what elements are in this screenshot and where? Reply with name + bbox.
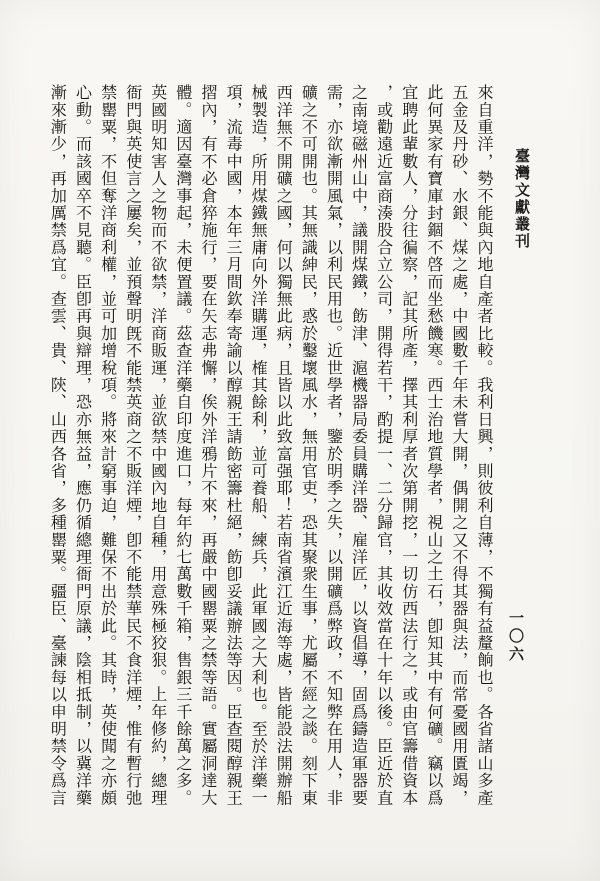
text-column: 體。適因臺灣事起，未便置議。茲查洋藥自印度進口，每年約七萬數千箱，售銀三千餘萬之多。: [173, 84, 191, 807]
text-column: 衙門與英使言之屢矣，並預聲明旣不能禁英商之不販洋煙，卽不能禁華民不食洋煙，惟有暫行弛: [123, 84, 141, 807]
vertical-text-block: [44, 84, 496, 856]
series-running-title: 臺灣文獻叢刊: [513, 148, 529, 250]
folio-page-number: 一〇六: [507, 610, 523, 664]
text-column: 之南境磁州山中，議開煤鐵，飭津、滬機器局委員購洋器、雇洋匠，以資倡導，固爲鑄造軍器要: [349, 84, 367, 807]
text-column: 禁罌粟，不但奪洋商利權，並可加增稅項。將來計窮事迫，難保不出於此。其時，英使聞之亦頗: [98, 84, 116, 807]
text-column: 西洋無不開礦之國，何以獨無此病，且皆以此致富强耶！若南省濱江近海等處，皆能設法開辦船: [274, 84, 292, 807]
text-column: 五金及丹砂、水銀、煤之處，中國數千年未嘗大開，偶開之又不得其器與法，而常憂國用匱竭，: [449, 84, 467, 807]
text-column: 項，流毒中國，本年三月間欽奉寄諭以醇親王請飭密籌杜絕，飭卽妥議辦法等因。臣查閱醇親王: [224, 84, 242, 807]
text-column: 摺內，有不必倉猝施行，要在矢志弗懈，俟外洋鴉片不來，再嚴中國罌粟之禁等語。實屬洞達大: [198, 84, 216, 807]
text-column: 英國明知害人之物而不欲禁，洋商販運，並欲禁中國內地自種，用意殊極狡狠。上年修約，總理: [148, 84, 166, 807]
text-column: 來自重洋，勢不能與內地自產者比較。我利日興，則彼利自薄，不獨有益釐餉也。各省諸山多產: [475, 84, 492, 807]
text-column: 此何異家有寶庫封錮不啓而坐愁饑寒。西士治地質學者，視山之土石，卽知其中有何礦。竊以爲: [424, 84, 442, 807]
text-column: 漸來漸少，再加厲禁爲宜。查雲、貴、陝、山西各省，多種罌粟。疆臣、臺諫每以申明禁令爲言: [48, 84, 66, 807]
text-column: 械製造，所用煤鐵無庸向外洋購運，榷其餘利，並可養船、練兵，此軍國之大利也。至於洋藥一: [249, 84, 267, 807]
text-column: 心動。而該國卒不見聽。臣卽再與辯理，恐亦無益，應仍循總理衙門原議，陰相抵制，以冀洋藥: [73, 84, 91, 807]
text-column: 礦之不可開也。其無識紳民，惑於鑿壞風水，無用官吏，恐其聚衆生事，尤屬不經之談。刻下東: [299, 84, 317, 807]
text-column: ，或勸遠近富商湊股合立公司，開得若干，酌提一、二分歸官，其收效當在十年以後。臣近於直: [374, 84, 392, 807]
text-column: 宜聘此輩數人，分往徧察，記其所產，擇其利厚者次第開挖，一切仿西法行之，或由官籌借資本: [399, 84, 417, 807]
text-column: 需，亦欲漸開風氣，以利民用也。近世學者，鑒於明季之失，以開礦爲弊政，不知弊在用人，非: [324, 84, 342, 807]
